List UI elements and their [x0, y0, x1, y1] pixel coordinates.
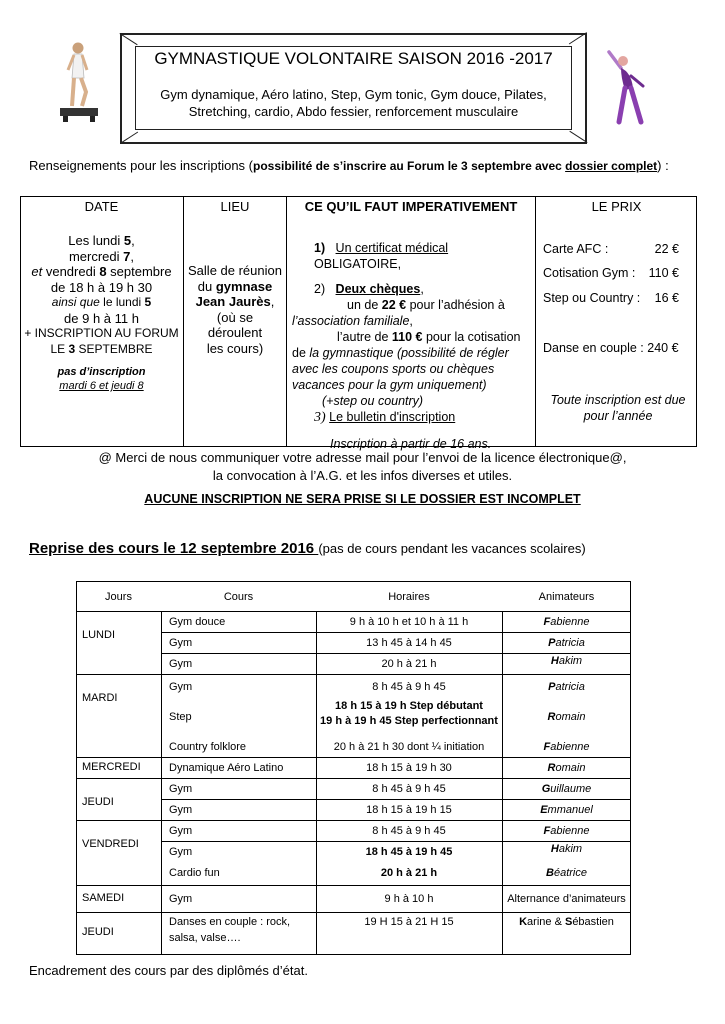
email-note: @ Merci de nous communiquer votre adresse mail pour l’envoi de la licence électronique@, la convocation à l’A.G. et les infos diverses et utiles. — [98, 450, 627, 483]
price-danse-couple: Danse en couple : 240 € — [543, 341, 679, 355]
day-mercredi: MERCREDI — [82, 761, 141, 773]
stretching-figure — [603, 48, 651, 126]
col-jours: Jours — [105, 591, 132, 603]
day-vendredi: VENDREDI — [82, 838, 139, 850]
registration-dates: Les lundi 5, mercredi 7, et vendredi 8 septembre de 18 h à 19 h 30 ainsi que le lundi 5 de 9 h à 11 h + INSCRIPTION AU FORUM LE 3 SEPTEMBRE pas d’inscription mardi 6 et jeudi 8 — [24, 233, 179, 392]
registration-location: Salle de réunion du gymnase Jean Jaurès, (où se déroulent les cours) — [188, 263, 282, 356]
classes-restart: Reprise des cours le 12 septembre 2016 (pas de cours pendant les vacances scolaires) — [29, 540, 586, 557]
price-cotisation-gym: Cotisation Gym : 110 € — [543, 266, 679, 280]
page-title: GYMNASTIQUE VOLONTAIRE SAISON 2016 -2017 — [154, 49, 553, 68]
day-samedi: SAMEDI — [82, 892, 125, 904]
header-prix: LE PRIX — [591, 199, 642, 214]
activities-list: Gym dynamique, Aéro latino, Step, Gym tonic, Gym douce, Pilates, Stretching, cardio, Abdo fessier, renforcement musculaire — [160, 87, 547, 119]
price-note: Toute inscription est due pour l’année — [550, 393, 686, 423]
day-mardi: MARDI — [82, 692, 118, 704]
price-step-country: Step ou Country : 16 € — [543, 291, 679, 305]
header-date: DATE — [84, 199, 119, 214]
registration-intro: Renseignements pour les inscriptions (possibilité de s’inscrire au Forum le 3 septembre avec dossier complet) : — [29, 158, 669, 173]
col-cours: Cours — [223, 591, 254, 603]
day-jeudi: JEUDI — [82, 796, 114, 808]
step-aerobics-figure — [54, 40, 104, 125]
day-jeudi-danse: JEUDI — [82, 926, 114, 938]
col-animateurs: Animateurs — [538, 591, 595, 603]
footer-note: Encadrement des cours par des diplômés d’état. — [29, 963, 308, 978]
day-lundi: LUNDI — [82, 629, 116, 641]
header-requirements: CE QU’IL FAUT IMPERATIVEMENT — [304, 199, 518, 214]
header-lieu: LIEU — [220, 199, 250, 214]
col-horaires: Horaires — [388, 591, 430, 603]
price-carte-afc: Carte AFC : 22 € — [543, 242, 679, 256]
requirements-list: 1) Un certificat médical OBLIGATOIRE, 2) Deux chèques, un de 22 € pour l’adhésion à l’association familiale, l’autre de 110 € pour la cotisation de la gymnastique (possibilité de régler avec les coupons sports ou chèques vacances pour la gym uniquement) (+step ou country) 3) Le bulletin d'inscription Inscription à partir de 16 ans. — [292, 241, 521, 451]
incomplete-warning: AUCUNE INSCRIPTION NE SERA PRISE SI LE DOSSIER EST INCOMPLET — [144, 492, 581, 506]
